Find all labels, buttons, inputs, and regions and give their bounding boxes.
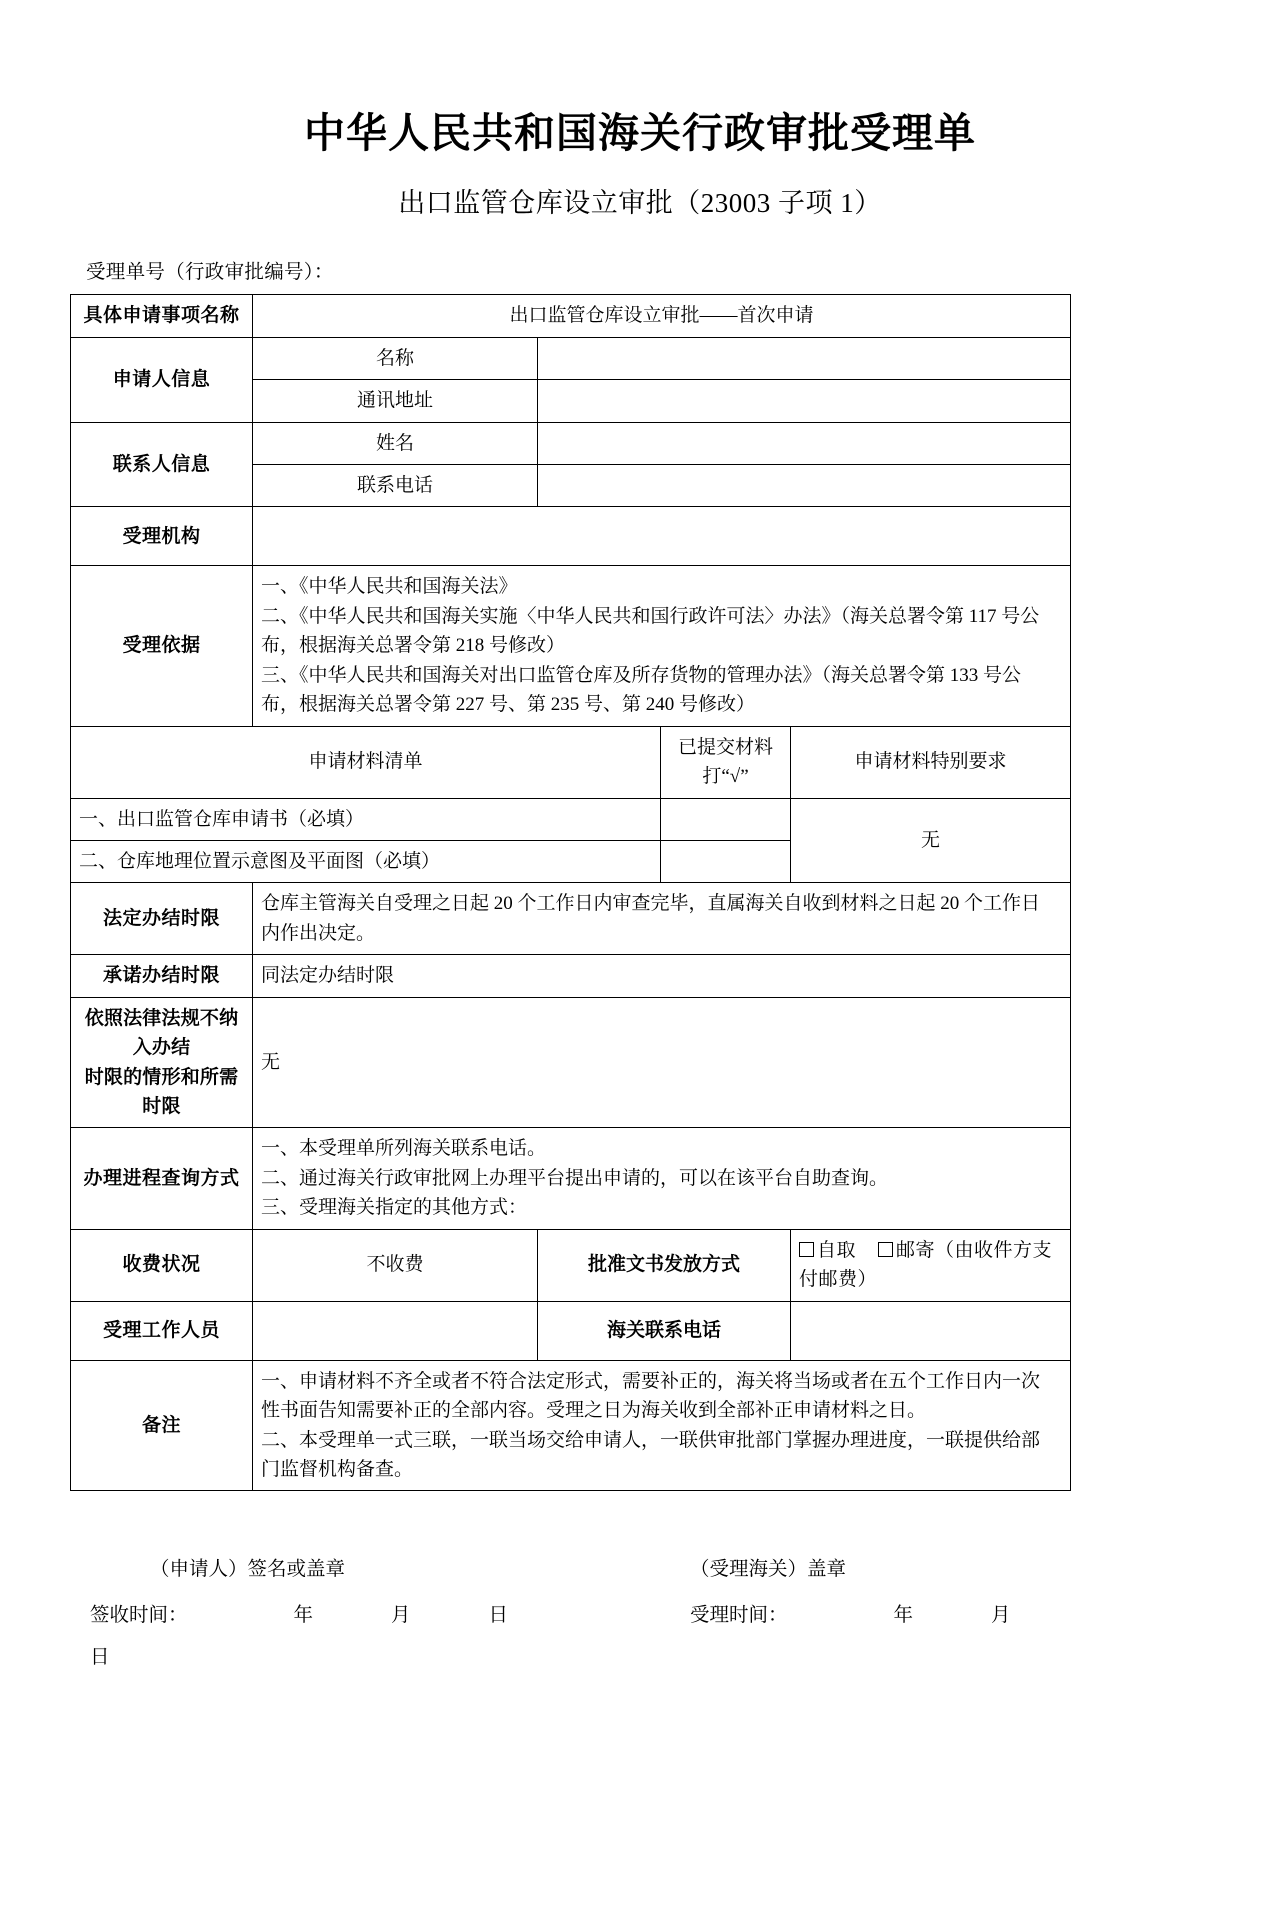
submitted-materials-header — [661, 726, 791, 798]
submitted-header-line2: 打“√” — [702, 766, 749, 788]
applicant-name-field[interactable] — [538, 337, 1071, 379]
remarks-line-4: 门监督机构备查。 — [261, 1458, 414, 1480]
contact-name-field[interactable] — [538, 422, 1071, 464]
mail-label: 邮寄（由收件方支付邮费） — [799, 1239, 1053, 1291]
contact-phone-label: 联系电话 — [253, 465, 538, 507]
remarks-line-3: 二、本受理单一式三联，一联当场交给申请人，一联供审批部门掌握办理进度，一联提供给部 — [261, 1429, 1041, 1451]
legal-basis-label: 受理依据 — [71, 566, 253, 726]
approval-form-table — [70, 294, 1071, 1491]
table-row-staff-phone — [71, 1301, 1071, 1360]
self-pickup-label: 自取 — [817, 1239, 857, 1261]
table-row-statutory-limit — [71, 883, 1071, 955]
legal-basis-line-1: 一、《中华人民共和国海关法》 — [261, 576, 518, 598]
item-name-label: 具体申请事项名称 — [71, 295, 253, 337]
remarks-content — [253, 1360, 1071, 1491]
progress-query-item-3: 三、受理海关指定的其他方式： — [261, 1197, 528, 1219]
signature-footer — [70, 1553, 1070, 1669]
materials-list-header: 申请材料清单 — [71, 726, 661, 798]
progress-query-item-1: 一、本受理单所列海关联系电话。 — [261, 1138, 547, 1160]
page-subtitle: 出口监管仓库设立审批（23003 子项 1） — [398, 188, 882, 219]
table-row-material-1 — [71, 798, 1071, 840]
remarks-line-2: 性书面告知需要补正的全部内容。受理之日为海关收到全部补正申请材料之日。 — [261, 1400, 927, 1422]
receive-time-label: 签收时间： — [90, 1605, 188, 1627]
customs-seal-label: （受理海关）盖章 — [690, 1559, 847, 1581]
receipt-number-label: 受理单号（行政审批编号）： — [86, 262, 334, 284]
accepting-org-field[interactable] — [253, 507, 1071, 566]
delivery-method-label: 批准文书发放方式 — [538, 1229, 791, 1301]
table-row-remarks — [71, 1360, 1071, 1491]
legal-basis-line-3: 布，根据海关总署令第 218 号修改） — [261, 635, 566, 657]
applicant-info-label: 申请人信息 — [71, 337, 253, 422]
accept-time-month: 月 — [991, 1605, 1011, 1627]
material-item-1: 一、出口监管仓库申请书（必填） — [71, 798, 661, 840]
statutory-limit-label: 法定办结时限 — [71, 883, 253, 955]
promised-limit-value: 同法定办结时限 — [253, 955, 1071, 997]
promised-limit-label: 承诺办结时限 — [71, 955, 253, 997]
accept-time-group — [690, 1599, 1011, 1627]
contact-name-label: 姓名 — [253, 422, 538, 464]
statutory-limit-content — [253, 883, 1071, 955]
contact-info-label: 联系人信息 — [71, 422, 253, 507]
accepting-org-label: 受理机构 — [71, 507, 253, 566]
table-row-item-name — [71, 295, 1071, 337]
accept-time-year: 年 — [893, 1605, 914, 1627]
mail-checkbox[interactable] — [878, 1242, 893, 1257]
legal-basis-content — [253, 566, 1071, 726]
page-title: 中华人民共和国海关行政审批受理单 — [304, 110, 976, 156]
legal-basis-line-5: 布，根据海关总署令第 227 号、第 235 号、第 240 号修改） — [261, 694, 756, 716]
table-row-fee-delivery — [71, 1229, 1071, 1301]
material-1-checkbox-cell[interactable] — [661, 798, 791, 840]
receive-time-day: 日 — [488, 1605, 509, 1627]
remarks-line-1: 一、申请材料不齐全或者不符合法定形式，需要补正的，海关将当场或者在五个工作日内一次 — [261, 1370, 1041, 1392]
special-requirements-header: 申请材料特别要求 — [791, 726, 1071, 798]
fee-status-value: 不收费 — [253, 1229, 538, 1301]
time-row — [90, 1599, 1070, 1627]
legal-basis-line-2: 二、《中华人民共和国海关实施〈中华人民共和国行政许可法〉办法》（海关总署令第 117 号公 — [261, 605, 1040, 627]
contact-phone-field[interactable] — [538, 465, 1071, 507]
applicant-name-label: 名称 — [253, 337, 538, 379]
table-row-excluded-limit — [71, 997, 1071, 1128]
receive-time-month: 月 — [391, 1605, 411, 1627]
submitted-header-line1: 已提交材料 — [677, 736, 773, 758]
table-row-accepting-org — [71, 507, 1071, 566]
table-row-contact-name — [71, 422, 1071, 464]
material-2-checkbox-cell[interactable] — [661, 840, 791, 882]
document-page — [0, 108, 1280, 1919]
table-row-applicant-name — [71, 337, 1071, 379]
progress-query-item-2: 二、通过海关行政审批网上办理平台提出申请的，可以在该平台自助查询。 — [261, 1167, 889, 1189]
excluded-limit-label — [71, 997, 253, 1128]
progress-query-content — [253, 1128, 1071, 1229]
fee-status-label: 收费状况 — [71, 1229, 253, 1301]
applicant-address-label: 通讯地址 — [253, 380, 538, 422]
table-row-progress-query — [71, 1128, 1071, 1229]
item-name-value: 出口监管仓库设立审批——首次申请 — [253, 295, 1071, 337]
remarks-label: 备注 — [71, 1360, 253, 1491]
legal-basis-line-4: 三、《中华人民共和国海关对出口监管仓库及所存货物的管理办法》（海关总署令第 133 号公 — [261, 664, 1022, 686]
table-row-legal-basis — [71, 566, 1071, 726]
excluded-limit-label-line1: 依照法律法规不纳入办结 — [84, 1007, 239, 1059]
signature-row — [150, 1553, 1070, 1581]
accept-time-day: 日 — [90, 1647, 110, 1669]
applicant-signature-label: （申请人）签名或盖章 — [150, 1559, 346, 1581]
customs-phone-label: 海关联系电话 — [538, 1301, 791, 1360]
special-requirements-value: 无 — [791, 798, 1071, 883]
receive-time-year: 年 — [293, 1605, 314, 1627]
excluded-limit-label-line2: 时限的情形和所需时限 — [84, 1066, 239, 1117]
table-row-materials-header — [71, 726, 1071, 798]
progress-query-label: 办理进程查询方式 — [71, 1128, 253, 1229]
self-pickup-checkbox[interactable] — [799, 1242, 814, 1257]
excluded-limit-value: 无 — [253, 997, 1071, 1128]
customs-phone-field[interactable] — [791, 1301, 1071, 1360]
staff-label: 受理工作人员 — [71, 1301, 253, 1360]
receive-time-group — [90, 1599, 690, 1627]
staff-field[interactable] — [253, 1301, 538, 1360]
statutory-limit-line-1: 仓库主管海关自受理之日起 20 个工作日内审查完毕，直属海关自收到材料之日起 20 个工作日 — [261, 893, 1041, 915]
accept-time-label: 受理时间： — [690, 1605, 788, 1627]
delivery-method-options — [791, 1229, 1071, 1301]
statutory-limit-line-2: 内作出决定。 — [261, 922, 376, 944]
material-item-2: 二、仓库地理位置示意图及平面图（必填） — [71, 840, 661, 882]
applicant-address-field[interactable] — [538, 380, 1071, 422]
table-row-promised-limit — [71, 955, 1071, 997]
